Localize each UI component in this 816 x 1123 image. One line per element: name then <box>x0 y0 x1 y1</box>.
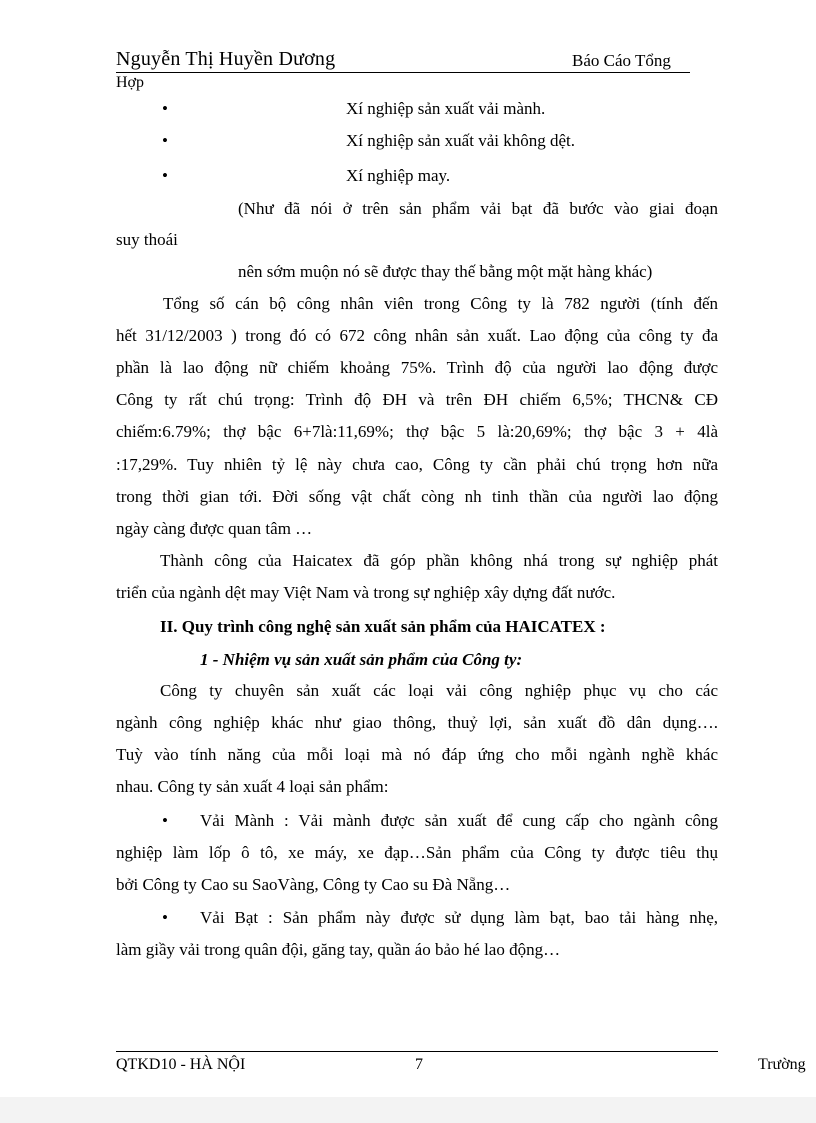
header-rule <box>116 72 690 73</box>
paragraph-line: Tổng số cán bộ công nhân viên trong Công ty là 782 người (tính đến <box>163 294 718 313</box>
paragraph-line: phần là lao động nữ chiếm khoảng 75%. Trình độ của người lao động được <box>116 358 718 377</box>
bullet-icon: • <box>162 166 168 185</box>
footer-right: Trường <box>758 1056 806 1073</box>
paragraph-line: nhau. Công ty sản xuất 4 loại sản phẩm: <box>116 777 389 796</box>
list-item: Xí nghiệp may. <box>346 166 451 185</box>
product-line: làm giầy vải trong quân đội, găng tay, quần áo bảo hé lao động… <box>116 940 561 959</box>
paragraph-line: Công ty rất chú trọng: Trình độ ĐH và trên ĐH chiếm 6,5%; THCN& CĐ <box>116 390 718 409</box>
bullet-icon: • <box>162 131 168 150</box>
product-line: Vải Bạt : Sản phẩm này được sử dụng làm bạt, bao tải hàng nhẹ, <box>200 908 718 927</box>
page-number: 7 <box>415 1056 423 1073</box>
header-report-title: Báo Cáo Tổng <box>572 51 671 70</box>
header-author: Nguyễn Thị Huyền Dương <box>116 48 336 70</box>
section-title: II. Quy trình công nghệ sản xuất sản phẩm của HAICATEX : <box>160 617 606 636</box>
paragraph-line: Công ty chuyên sản xuất các loại vải công nghiệp phục vụ cho các <box>160 681 718 700</box>
paragraph-line: :17,29%. Tuy nhiên tỷ lệ này chưa cao, Công ty cần phải chú trọng hơn nữa <box>116 455 718 474</box>
footer-left: QTKD10 - HÀ NỘI <box>116 1056 246 1073</box>
paragraph-line: Thành công của Haicatex đã góp phần không nhá trong sự nghiệp phát <box>160 551 718 570</box>
page-bottom-band <box>0 1097 816 1123</box>
note-line: suy thoái <box>116 230 178 249</box>
product-line: Vải Mành : Vải mành được sản xuất để cung cấp cho ngành công <box>200 811 718 830</box>
paragraph-line: triển của ngành dệt may Việt Nam và trong sự nghiệp xây dựng đất nước. <box>116 583 616 602</box>
paragraph-line: ngày càng được quan tâm … <box>116 519 313 538</box>
bullet-icon: • <box>162 99 168 118</box>
note-line: (Như đã nói ở trên sản phẩm vải bạt đã bước vào giai đoạn <box>238 199 718 218</box>
paragraph-line: hết 31/12/2003 ) trong đó có 672 công nhân sản xuất. Lao động của công ty đa <box>116 326 718 345</box>
bullet-icon: • <box>162 811 168 830</box>
subsection-title: 1 - Nhiệm vụ sản xuất sản phẩm của Công ty: <box>200 650 523 669</box>
paragraph-line: Tuỳ vào tính năng của mỗi loại mà nó đáp ứng cho mỗi ngành nghề khác <box>116 745 718 764</box>
list-item: Xí nghiệp sản xuất vải không dệt. <box>346 131 575 150</box>
product-line: nghiệp làm lốp ô tô, xe máy, xe đạp…Sản phẩm của Công ty được tiêu thụ <box>116 843 718 862</box>
paragraph-line: ngành công nghiệp khác như giao thông, thuỷ lợi, sản xuất đồ dân dụng…. <box>116 713 718 732</box>
note-line: nên sớm muộn nó sẽ được thay thế bằng một mặt hàng khác) <box>238 262 653 281</box>
bullet-icon: • <box>162 908 168 927</box>
list-item: Xí nghiệp sản xuất vải mành. <box>346 99 546 118</box>
footer-rule <box>116 1051 718 1052</box>
header-report-title-cont: Hợp <box>116 74 145 91</box>
product-line: bởi Công ty Cao su SaoVàng, Công ty Cao su Đà Nẵng… <box>116 875 511 894</box>
paragraph-line: chiếm:6.79%; thợ bậc 6+7là:11,69%; thợ bậc 5 là:20,69%; thợ bậc 3 + 4là <box>116 422 718 441</box>
paragraph-line: trong thời gian tới. Đời sống vật chất còng nh tinh thần của người lao động <box>116 487 718 506</box>
